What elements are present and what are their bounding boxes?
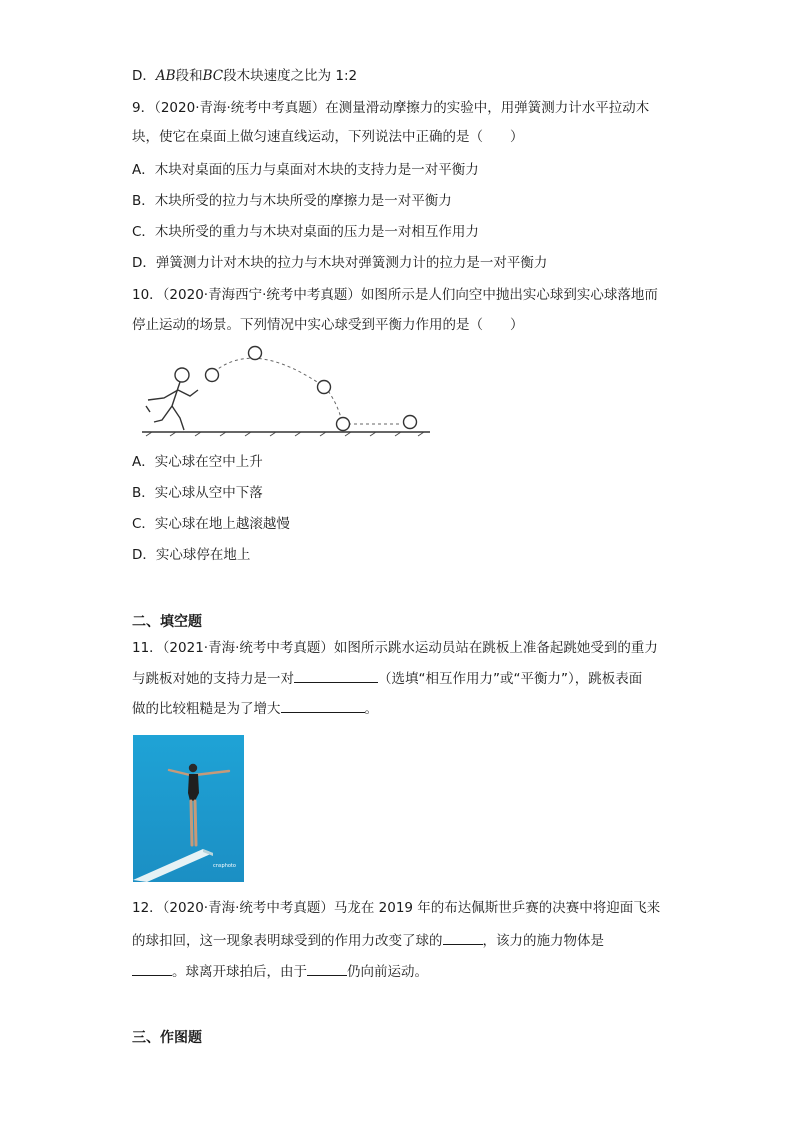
- q9-option-c: C．木块所受的重力与木块对桌面的压力是一对相互作用力: [132, 224, 479, 240]
- q11-line3: [132, 698, 378, 719]
- ball-3: [318, 381, 331, 394]
- q10-stem-line1: 10．（2020·青海西宁·统考中考真题）如图所示是人们向空中抛出实心球到实心球落地而: [132, 287, 658, 303]
- ball-5: [404, 416, 417, 429]
- q11-blank-2[interactable]: [281, 698, 365, 713]
- q8-option-d: [132, 66, 357, 86]
- q10-stem-line2: 停止运动的场景。下列情况中实心球受到平衡力作用的是（ ）: [132, 317, 524, 333]
- q12-line3-text-b: 仍向前运动。: [347, 964, 428, 980]
- q9-option-d: D．弹簧测力计对木块的拉力与木块对弹簧测力计的拉力是一对平衡力: [132, 255, 548, 271]
- q12-line3-text-a: 。球离开球拍后，由于: [172, 964, 307, 980]
- q11-blank-1[interactable]: [294, 668, 378, 683]
- q11-line3-text-a: 做的比较粗糙是为了增大: [132, 701, 281, 717]
- q10-option-b: B．实心球从空中下落: [132, 485, 263, 501]
- segment-bc: BC: [202, 68, 224, 84]
- q12-line3: [132, 961, 428, 982]
- thrower-figure: [146, 368, 198, 430]
- q11-line1: 11．（2021·青海·统考中考真题）如图所示跳水运动员站在跳板上准备起跳她受到的重力: [132, 640, 658, 656]
- q12-blank-2[interactable]: [132, 961, 172, 976]
- q9-stem-line2: 块，使它在桌面上做匀速直线运动，下列说法中正确的是（ ）: [132, 129, 524, 145]
- q11-line2-text-b: （选填“相互作用力”或“平衡力”），跳板表面: [378, 671, 643, 687]
- photo-watermark: cnsphoto: [213, 863, 236, 869]
- q11-line2: [132, 668, 642, 689]
- ball-1: [206, 369, 219, 382]
- q12-line2-text-a: 的球扣回，这一现象表明球受到的作用力改变了球的: [132, 933, 443, 949]
- q9-option-a: A．木块对桌面的压力与桌面对木块的支持力是一对平衡力: [132, 162, 479, 178]
- q10-option-d: D．实心球停在地上: [132, 547, 251, 563]
- shot-put-trajectory-figure: [140, 340, 432, 440]
- q12-line2-text-b: ，该力的施力物体是: [482, 933, 604, 949]
- segment-ab: AB: [155, 68, 176, 84]
- q9-stem-line1: 9．（2020·青海·统考中考真题）在测量滑动摩擦力的实验中，用弹簧测力计水平拉动木: [132, 100, 650, 116]
- ball-2: [249, 347, 262, 360]
- q12-line2: [132, 930, 604, 951]
- q8-option-d-label: D．: [132, 68, 156, 84]
- q10-option-a: A．实心球在空中上升: [132, 454, 263, 470]
- q9-option-b: B．木块所受的拉力与木块所受的摩擦力是一对平衡力: [132, 193, 452, 209]
- section-drawing-title: 三、作图题: [132, 1030, 202, 1046]
- ball-4: [337, 418, 350, 431]
- q10-option-c: C．实心球在地上越滚越慢: [132, 516, 290, 532]
- q11-line2-text-a: 与跳板对她的支持力是一对: [132, 671, 294, 687]
- q8-option-d-tail: 段木块速度之比为 1:2: [223, 68, 358, 84]
- q12-blank-3[interactable]: [307, 961, 347, 976]
- section-fill-in-title: 二、填空题: [132, 614, 202, 630]
- q12-line1: 12．（2020·青海·统考中考真题）马龙在 2019 年的布达佩斯世乒赛的决赛中将迎面飞来: [132, 900, 661, 916]
- q11-line3-text-b: 。: [364, 701, 378, 717]
- q12-blank-1[interactable]: [443, 930, 483, 945]
- diver-photo: [133, 735, 244, 882]
- shot-put-balls: [206, 347, 417, 431]
- q8-option-d-mid: 段和: [175, 68, 203, 84]
